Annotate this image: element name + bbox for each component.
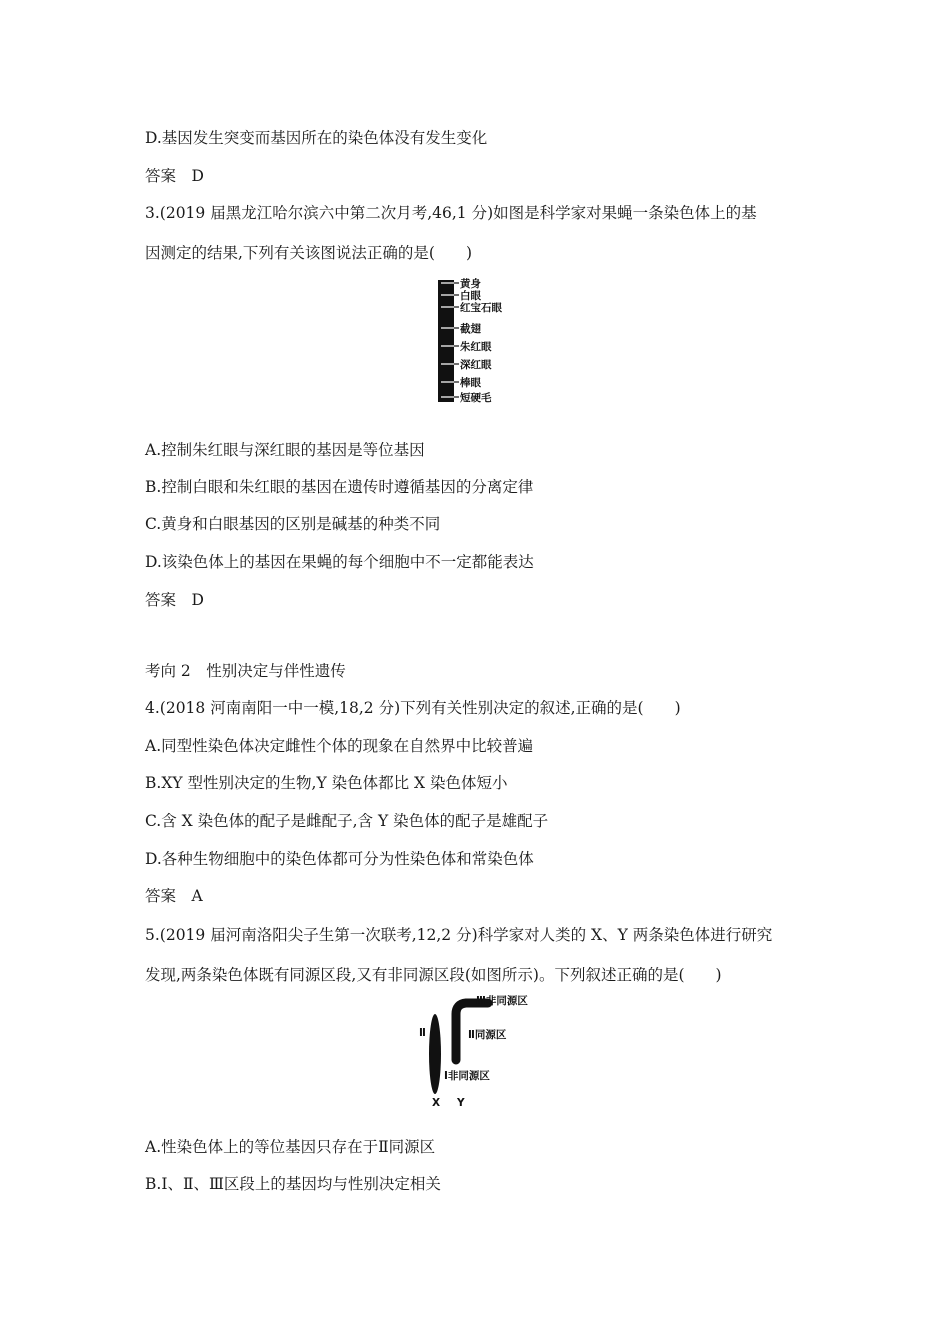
option-a-q4: A.同型性染色体决定雌性个体的现象在自然界中比较普遍 [145, 737, 534, 755]
question-3-line2: 因测定的结果,下列有关该图说法正确的是( ) [145, 244, 473, 262]
answer-q4: 答案 A [145, 887, 203, 905]
gene-label: 短硬毛 [460, 392, 492, 404]
section-heading: 考向 2 性别决定与伴性遗传 [145, 662, 346, 680]
gene-map-figure [430, 276, 550, 406]
gene-label: 朱红眼 [460, 341, 492, 353]
label-ii-region: Ⅱ同源区 [468, 1029, 507, 1041]
label-iii-region: Ⅲ非同源区 [476, 995, 528, 1007]
question-5-line1: 5.(2019 届河南洛阳尖子生第一次联考,12,2 分)科学家对人类的 X、Y 两条染色体进行研究 [145, 926, 773, 944]
gene-label: 深红眼 [460, 359, 492, 371]
label-x: X [432, 1097, 441, 1109]
answer-q3: 答案 D [145, 591, 204, 609]
question-5-line2: 发现,两条染色体既有同源区段,又有非同源区段(如图所示)。下列叙述正确的是( ) [145, 966, 722, 984]
label-i-region: Ⅰ非同源区 [444, 1070, 490, 1082]
option-c-q3: C.黄身和白眼基因的区别是碱基的种类不同 [145, 515, 441, 533]
chromosome-bar [438, 280, 454, 402]
option-d-q4: D.各种生物细胞中的染色体都可分为性染色体和常染色体 [145, 850, 534, 868]
option-d-q3: D.该染色体上的基因在果蝇的每个细胞中不一定都能表达 [145, 553, 534, 571]
gene-label: 黄身 [460, 278, 481, 290]
x-chromosome [429, 1014, 441, 1094]
option-a-q3: A.控制朱红眼与深红眼的基因是等位基因 [145, 441, 425, 459]
answer-q2: 答案 D [145, 167, 204, 185]
gene-label: 红宝石眼 [460, 302, 502, 314]
gene-label: 白眼 [460, 290, 481, 302]
label-y: Y [457, 1097, 465, 1109]
gene-label: 棒眼 [460, 377, 481, 389]
option-d-q2: D.基因发生突变而基因所在的染色体没有发生变化 [145, 129, 488, 147]
option-b-q4: B.XY 型性别决定的生物,Y 染色体都比 X 染色体短小 [145, 774, 508, 792]
question-4: 4.(2018 河南南阳一中一模,18,2 分)下列有关性别决定的叙述,正确的是( ) [145, 699, 681, 717]
option-b-q5: B.Ⅰ、Ⅱ、Ⅲ区段上的基因均与性别决定相关 [145, 1175, 441, 1193]
option-b-q3: B.控制白眼和朱红眼的基因在遗传时遵循基因的分离定律 [145, 478, 534, 496]
label-ii-left: Ⅱ [419, 1027, 426, 1039]
option-a-q5: A.性染色体上的等位基因只存在于Ⅱ同源区 [145, 1138, 436, 1156]
xy-chromosome-figure [410, 992, 540, 1114]
gene-label: 截翅 [460, 323, 481, 335]
question-3-line1: 3.(2019 届黑龙江哈尔滨六中第二次月考,46,1 分)如图是科学家对果蝇一条染色体上的基 [145, 204, 757, 222]
option-c-q4: C.含 X 染色体的配子是雌配子,含 Y 染色体的配子是雄配子 [145, 812, 549, 830]
